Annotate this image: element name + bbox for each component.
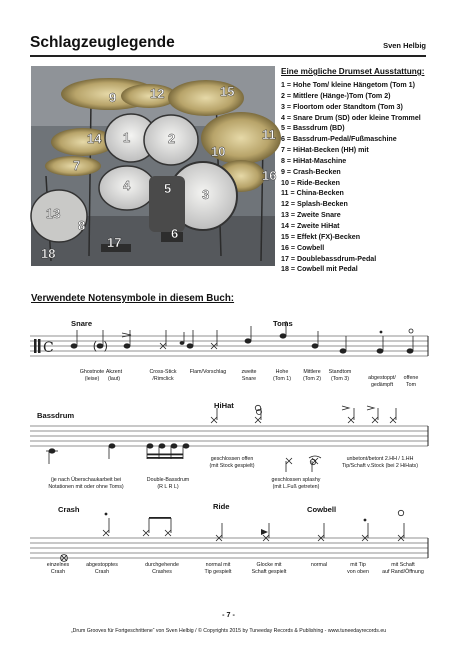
equipment-item: 16 = Cowbell (281, 243, 325, 252)
drumkit-photo (31, 66, 275, 266)
equipment-item: 11 = China-Becken (281, 189, 344, 198)
equipment-item: 13 = Zweite Snare (281, 211, 341, 220)
hihat-splashy-mark (306, 455, 320, 469)
caption-zweite-snare: zweite Snare (241, 369, 257, 382)
equipment-item: 4 = Snare Drum (SD) oder kleine Trommel (281, 113, 421, 122)
photo-marker-16: 16 (262, 168, 277, 183)
hihat-open-marks (250, 402, 380, 414)
equipment-item: 12 = Splash-Becken (281, 200, 348, 209)
hihat-label: HiHat (214, 401, 234, 410)
staff-crash-ride-cowbell (30, 510, 430, 566)
caption-durchgehende-crashes: durchgehende Crashes (145, 562, 179, 575)
photo-marker-10: 10 (211, 144, 226, 159)
caption-cowbell-tip: mit Tip von oben (347, 562, 369, 575)
photo-marker-6: 6 (171, 226, 179, 241)
bassdrum-label: Bassdrum (37, 411, 75, 420)
header-divider (30, 55, 426, 57)
photo-marker-4: 4 (123, 178, 131, 193)
caption-akzent: Akzent (laut) (105, 369, 123, 382)
svg-text:): ) (104, 340, 108, 352)
equipment-list (281, 80, 421, 275)
photo-marker-9: 9 (109, 90, 117, 105)
equipment-item: 18 = Cowbell mit Pedal (281, 265, 358, 274)
caption-flam: Flam/Vorschlag (189, 369, 227, 375)
ride-label: Ride (213, 502, 230, 511)
photo-marker-18: 18 (41, 246, 56, 261)
equipment-item: 2 = Mittlere (Hänge-)Tom (Tom 2) (281, 91, 391, 100)
photo-marker-13: 13 (46, 206, 61, 221)
page-number: - 7 - (222, 610, 235, 619)
caption-hihat-stick: geschlossen offen (mit Stock gespielt) (209, 456, 255, 469)
svg-text:(: ( (93, 340, 97, 352)
equipment-item: 1 = Hohe Tom/ kleine Hängetom (Tom 1) (281, 81, 415, 89)
caption-hihat-variants: unbetont/betont 2.HH / 1.HH Tip/Schaft v.Stock (bei 2 HiHats) (342, 456, 418, 469)
equipment-item: 10 = Ride-Becken (281, 178, 340, 187)
photo-marker-1: 1 (123, 130, 131, 145)
photo-marker-14: 14 (87, 131, 102, 146)
equipment-item: 14 = Zweite HiHat (281, 221, 340, 230)
photo-marker-2: 2 (168, 131, 176, 146)
photo-marker-17: 17 (107, 235, 122, 250)
equipment-item: 6 = Bassdrum-Pedal/Fußmaschine (281, 135, 397, 144)
caption-standtom: Standtom (Tom 3) (328, 369, 352, 382)
caption-ghostnote: Ghostnote (leise) (79, 369, 105, 382)
caption-hihat-foot: geschlossen splashy (mit L.Fuß getreten) (271, 477, 321, 490)
notation-heading: Verwendete Notensymbole in diesem Buch: (31, 293, 235, 304)
caption-bassdrum-note: (je nach Überschaukarbeit bei Notationen mit oder ohne Toms) (48, 477, 124, 490)
snare-label: Snare (71, 319, 93, 328)
caption-hohe-tom: Hohe (Tom 1) (273, 369, 291, 382)
equipment-item: 5 = Bassdrum (BD) (281, 124, 345, 133)
photo-marker-5: 5 (164, 181, 172, 196)
page-title: Schlagzeuglegende (30, 34, 175, 51)
photo-marker-15: 15 (220, 84, 235, 99)
equipment-item: 3 = Floortom oder Standtom (Tom 3) (281, 102, 403, 111)
caption-mittlere-tom: Mittlere (Tom 2) (303, 369, 321, 382)
caption-cowbell-schaft: mit Schaft auf Rand/Öffnung (382, 562, 424, 575)
caption-einzelnes-crash: einzelnes Crash (46, 562, 70, 575)
svg-text:C: C (43, 340, 54, 356)
photo-marker-3: 3 (202, 187, 210, 202)
caption-cross-stick: Cross-Stick /Rimclick (149, 369, 177, 382)
equipment-item: 17 = Doublebassdrum-Pedal (281, 254, 377, 263)
crash-label: Crash (58, 505, 80, 514)
caption-abgestopptes-crash: abgestopptes Crash (86, 562, 118, 575)
caption-ride-glocke: Glocke mit Schaft gespielt (251, 562, 287, 575)
caption-cowbell-normal: normal (310, 562, 328, 568)
author-name: Sven Helbig (383, 41, 426, 50)
caption-abgestoppt: abgestoppt/ gedämpft (368, 375, 396, 388)
equipment-heading: Eine mögliche Drumset Ausstattung: (281, 67, 425, 76)
equipment-item: 15 = Effekt (FX)-Becken (281, 232, 361, 241)
cowbell-label: Cowbell (307, 505, 337, 514)
photo-marker-7: 7 (73, 158, 81, 173)
staff-snare-toms (30, 330, 430, 366)
photo-marker-11: 11 (262, 127, 276, 142)
caption-ride-tip: normal mit Tip gespielt (204, 562, 232, 575)
toms-label: Toms (273, 319, 293, 328)
caption-offene-tom: offene Tom (403, 375, 419, 388)
equipment-item: 9 = Crash-Becken (281, 167, 341, 176)
equipment-item: 7 = HiHat-Becken (HH) mit (281, 146, 369, 155)
equipment-item: 8 = HiHat-Maschine (281, 156, 347, 165)
footer-credit: „Drum Grooves für Fortgeschrittene“ von Sven Helbig / © Copyrights 2015 by Tuneeday Records & Publishing - www.tuneedayrecords.eu (70, 628, 387, 634)
photo-marker-12: 12 (150, 86, 165, 101)
caption-double-bassdrum: Double-Bassdrum (R L R L) (146, 477, 190, 490)
photo-marker-8: 8 (78, 218, 86, 233)
